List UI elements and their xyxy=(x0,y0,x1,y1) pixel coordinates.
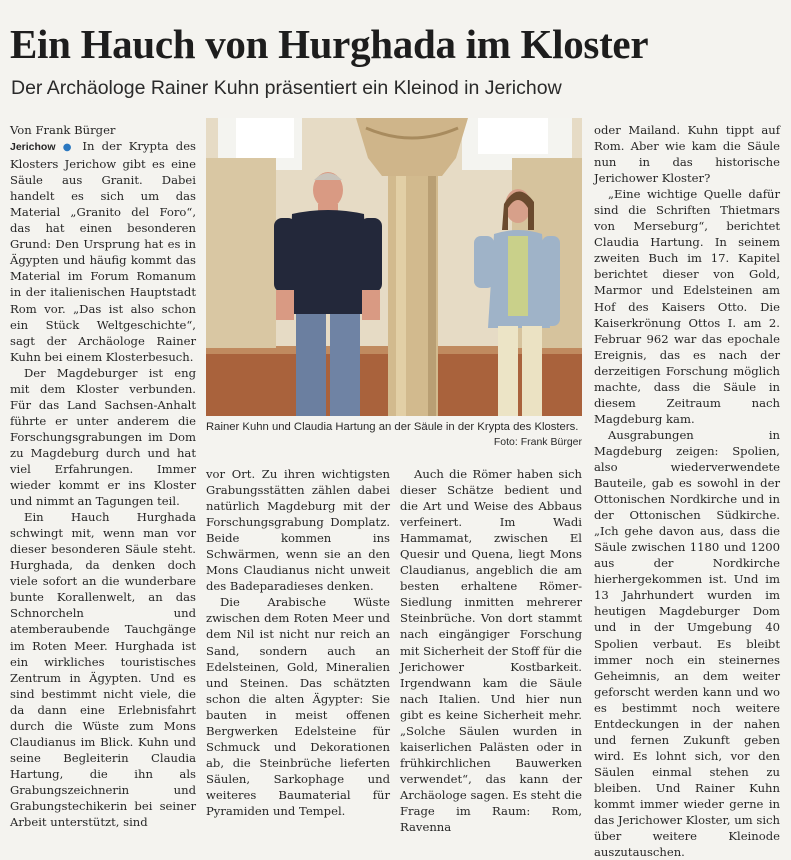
column-2 xyxy=(206,466,390,818)
col4-paragraph-1: oder Mailand. Kuhn tippt auf Rom. Aber wie kam die Säule nun in das historische Jerichower Kloster? xyxy=(594,123,780,186)
col3-paragraph-1: Auch die Römer haben sich dieser Schätze bedient und die Art und Weise des Abbaus verfeinert. Im Wadi Hammamat, zwischen El Quesir und Quena, liegt Mons Claudianus, angeblich die am besten erhaltene Römer-Siedlung inmitten mehrerer Steinbrüche. Von dort stammt nach eingängiger Forschung mit Sicherheit der Stoff für die Jerichower Kostbarkeit. Irgendwann kam die Säule nach Italien. Und hier nun gibt es keine Sicherheit mehr. „Solche Säulen wurden in kaiserlichen Palästen oder in frühkirchlichen Bauwerken verwendet“, das kann der Archäologe sagen. Es steht die Frage im Raum: Rom, Ravenna xyxy=(400,467,582,835)
caption-text: Rainer Kuhn und Claudia Hartung an der Säule in der Krypta des Klosters. xyxy=(206,421,579,433)
col1-paragraph-2: Der Magdeburger ist eng mit dem Kloster verbunden. Für das Land Sachsen-Anhalt führte er unter anderem die Forschungsgrabungen im Dom zu Magdeburg durch und hat viel Erfahrungen. Immer wieder kommt er ins Kloster und nimmt an Tagungen teil. xyxy=(10,365,196,509)
column-3 xyxy=(400,466,582,835)
dateline-dot-icon: ● xyxy=(62,142,76,154)
col1-paragraph-3: Ein Hauch Hurghada schwingt mit, wenn man vor dieser besonderen Säule steht. Hurghada, da denken doch viele sofort an die wunderbare bunte Korallenwelt, an das Schnorcheln und atemberaubende Tauchgänge im Roten Meer. Hurghada ist ein wirkliches touristisches Zentrum in Ägypten. Und es sind bestimmt nicht viele, die da dann eine Erlebnisfahrt durch die Wüste zum Mons Claudianus im Blick. Kuhn und seine Begleiterin Claudia Hartung, die ihn als Grabungszeichnerin und Grabungstechikerin bei seiner Arbeit unterstützt, sind xyxy=(10,510,196,830)
headline: Ein Hauch von Hurghada im Kloster xyxy=(10,21,649,67)
dateline: Jerichow xyxy=(10,141,56,154)
col2-paragraph-2: Die Arabische Wüste zwischen dem Roten Meer und dem Nil ist nicht nur reich an Sand, sondern auch an Edelsteinen, Gold, Mineralien und Steinen. Das schätzten schon die alten Ägypter: Sie bauten in meist offenen Bergwerken Edelsteine für Schmuck und Dekorationen ab, die Steinbrüche lieferten Säulen, Sarkophage und weiteres Baumaterial für Pyramiden und Tempel. xyxy=(206,595,390,818)
photo-credit: Foto: Frank Bürger xyxy=(493,436,582,448)
lead-paragraph xyxy=(10,138,196,365)
subheadline: Der Archäologe Rainer Kuhn präsentiert ein Kleinod in Jerichow xyxy=(11,77,562,99)
byline: Von Frank Bürger xyxy=(10,123,116,137)
col1-paragraph-1: In der Krypta des Klosters Jerichow gibt es eine Säule aus Granit. Dabei handelt es sich um das Material „Granito del Foro“, das hat einen besonderen Grund: Den Ursprung hat es in Ägypten und häufig kommt das Material im Forum Romanum in der italienischen Hauptstadt Rom vor. „Das ist also schon ein Stück Weltgeschichte“, sagt der Archäologe Rainer Kuhn bei einem Klosterbesuch. xyxy=(10,139,197,364)
col2-paragraph-1: vor Ort. Zu ihren wichtigsten Grabungsstätten zählen dabei natürlich Magdeburg mit der Forschungsgrabung Domplatz. Beide kommen ins Schwärmen, wenn sie an den Mons Claudianus nicht unweit des Badeparadieses denken. xyxy=(206,467,390,594)
column-4 xyxy=(594,122,780,860)
col4-paragraph-3: Ausgrabungen in Magdeburg zeigen: Spolien, also wiederverwendete Bauteile, gab es sowohl in der Ottonischen Nordkirche und in der Ottonischen Südkirche. „Ich gehe davon aus, dass die Säule zwischen 1180 und 1200 aus der Nordkirche hierhergekommen ist. Und im 13 Jahrhundert wurden im heutigen Magdeburger Dom und in der Umgebung 40 Spolien verbaut. Es bleibt immer noch ein steinernes Geheimnis, an dem weiter geforscht werden kann und wo es bestimmt noch weitere Entdeckungen in der nahen und fernen Zukunft geben wird. Es lohnt sich, vor den Säulen einmal stehen zu bleiben. Und Rainer Kuhn kommt immer wieder gerne in das Jerichower Kloster, um sich über weitere Kleinode auszutauschen. xyxy=(594,427,780,860)
photo-caption xyxy=(206,420,582,450)
article-photo xyxy=(206,118,582,416)
krypta-photo-illustration xyxy=(206,118,582,416)
column-1 xyxy=(10,122,197,830)
col4-paragraph-2: „Eine wichtige Quelle dafür sind die Schriften Thietmars von Merseburg“, berichtet Claudia Hartung. In seinem zweiten Buch im 17. Kapitel berichtet dieser von Gold, Marmor und Edelsteinen am Hof des Kaisers Otto. Die Kaiserkrönung Ottos I. am 2. Februar 962 war das epochale Ereignis, das es nach der derzeitigen Forschung möglich machte, dass die Säule in diesem Zeitraum nach Magdeburg kam. xyxy=(594,187,780,426)
